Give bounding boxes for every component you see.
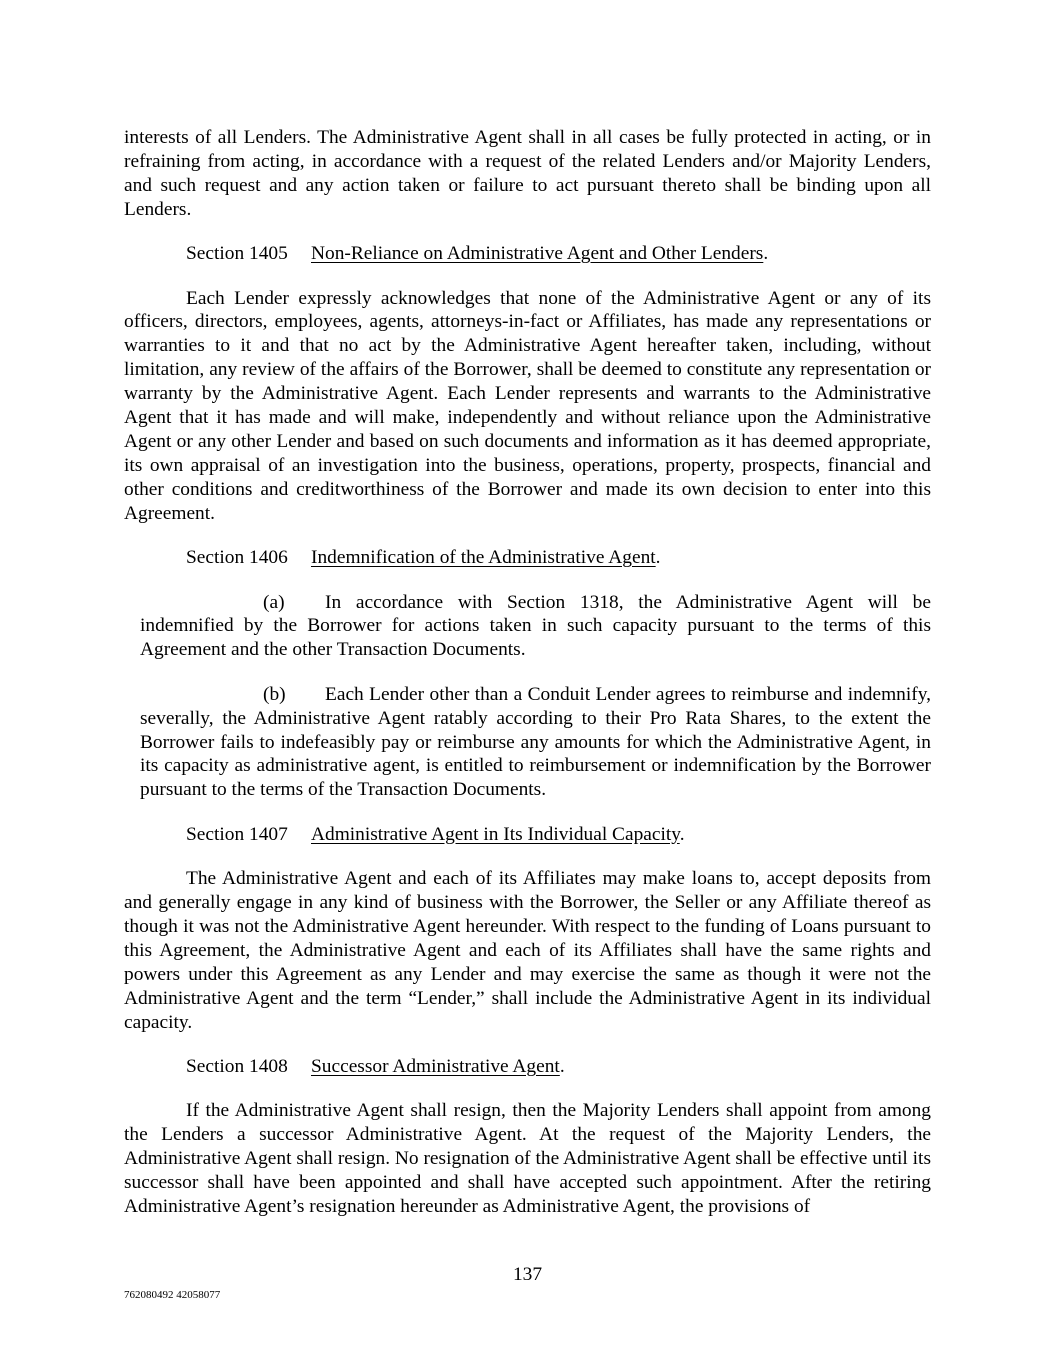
section-title-period: . [559,1056,565,1077]
section-title: Successor Administrative Agent [311,1056,560,1077]
section-number: Section 1406 [186,547,288,569]
page-number: 137 [512,1264,543,1285]
section-number: Section 1408 [186,1056,288,1077]
subparagraph-b [140,683,931,803]
subparagraph-text: In accordance with Section 1318, the Administrative Agent will be indemnified by the Borrower for actions taken in such capacity pursuant to the terms of this Agreement and the other Transaction Documents. [140,591,931,661]
subparagraph-a [140,591,931,663]
section-title-period: . [679,823,685,845]
section-title-period: . [763,243,769,265]
paragraph-successor-agent: If the Administrative Agent shall resign, then the Majority Lenders shall appoint from among the Lenders a successor Administrative Agent. At the request of the Majority Lenders, the Administrative Agent shall resign. No resignation of the Administrative Agent shall be effective until its successor shall have been appointed and shall have accepted such appointment. After the retiring Administrative Agent’s resignation hereunder as Administrative Agent, the provisions of [124,1100,931,1218]
document-id: 762080492 42058077 [124,1289,221,1301]
section-number: Section 1407 [186,823,288,845]
subparagraph-text: Each Lender other than a Conduit Lender agrees to reimburse and indemnify, severally, the Administrative Agent ratably according to their Pro Rata Shares, to the extent the Borrower fails to indefeasibly pay or reimburse any amounts for which the Administrative Agent, in its capacity as administrative agent, is entitled to reimbursement or indemnification by the Borrower pursuant to the terms of the Transaction Documents. [140,683,931,801]
subparagraph-label: (b) [263,683,286,705]
section-heading-1406 [124,546,931,570]
paragraph-non-reliance: Each Lender expressly acknowledges that none of the Administrative Agent or any of its officers, directors, employees, agents, attorneys-in-fact or Affiliates, has made any representations or warranties to it and that no act by the Administrative Agent hereafter taken, including, without limitation, any review of the affairs of the Borrower, shall be deemed to constitute any representation or warranty by the Administrative Agent. Each Lender represents and warrants to the Administrative Agent that it has made and will make, independently and without reliance upon the Administrative Agent or any other Lender and based on such documents and information as it has deemed appropriate, its own appraisal of an investigation into the business, operations, property, prospects, financial and other conditions and creditworthiness of the Borrower and made its own decision to enter into this Agreement. [124,287,931,524]
section-heading-1408 [124,1055,931,1079]
paragraph-individual-capacity: The Administrative Agent and each of its Affiliates may make loans to, accept deposits from and generally engage in any kind of business with the Borrower, the Seller or any Affiliate thereof as though it was not the Administrative Agent hereunder. With respect to the funding of Loans pursuant to this Agreement, the Administrative Agent and each of its Affiliates shall have the same rights and powers under this Agreement as any Lender and may exercise the same as though it were not the Administrative Agent and the term “Lender,” shall include the Administrative Agent in its individual capacity. [124,868,931,1033]
paragraph-continued: interests of all Lenders. The Administrative Agent shall in all cases be fully protected in acting, or in refraining from acting, in accordance with a request of the related Lenders and/or Majority Lenders, and such request and any action taken or failure to act pursuant thereto shall be binding upon all Lenders. [124,127,931,220]
subparagraph-label: (a) [263,591,285,613]
section-title: Administrative Agent in Its Individual Capacity [311,823,680,845]
section-heading-1407 [124,823,931,847]
section-title-period: . [655,547,661,569]
section-heading-1405 [124,242,931,266]
section-number: Section 1405 [186,243,288,265]
document-body [124,126,931,1239]
section-title: Indemnification of the Administrative Agent [311,547,656,569]
section-title: Non-Reliance on Administrative Agent and Other Lenders [311,243,764,265]
